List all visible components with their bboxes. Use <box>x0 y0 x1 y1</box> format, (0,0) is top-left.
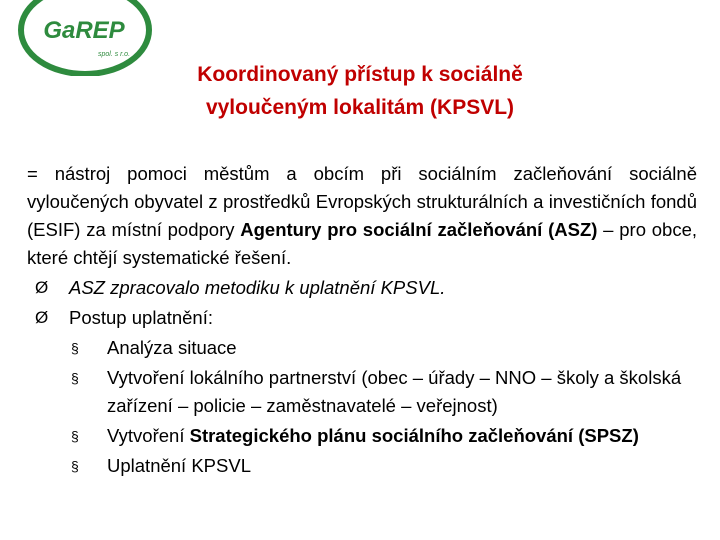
title-line-1: Koordinovaný přístup k sociálně <box>197 63 523 86</box>
arrow-bullet-icon: Ø <box>35 278 49 297</box>
logo-subtext: spol. s r.o. <box>97 51 131 58</box>
sub-bullet-bold: Strategického plánu sociálního začleňování (SPSZ) <box>189 425 639 446</box>
sub-bullet-item <box>27 422 697 450</box>
title-line-2: vyloučeným lokalitám (KPSVL) <box>205 96 515 119</box>
section-bullet-icon: § <box>71 370 79 386</box>
bullet-item <box>27 274 697 302</box>
section-bullet-icon: § <box>71 428 79 444</box>
sub-bullet-text: Uplatnění KPSVL <box>107 455 251 476</box>
sub-bullet-text: Analýza situace <box>107 337 237 358</box>
intro-bold: Agentury pro sociální začleňování (ASZ) <box>240 219 598 240</box>
intro-text-2: – pro obce, které chtějí systematické řešení. <box>27 219 697 268</box>
sub-bullet-prefix: Vytvoření <box>107 425 190 446</box>
section-bullet-icon: § <box>71 340 79 356</box>
sub-bullet-text: Vytvoření lokálního partnerství (obec – úřady – NNO – školy a školská zařízení – policie – zaměstnavatelé – veřejnost) <box>107 367 682 416</box>
bullet-text: ASZ zpracovalo metodiku k uplatnění KPSVL. <box>69 277 446 298</box>
bullet-item <box>27 304 697 332</box>
garep-logo <box>16 0 154 76</box>
sub-bullet-item <box>27 364 697 420</box>
logo-wordmark: GaREP <box>43 17 125 44</box>
bullet-text: Postup uplatnění: <box>69 307 213 328</box>
intro-text-1: = nástroj pomoci městům a obcím při sociálním začleňování sociálně vyloučených obyvatel z prostředků Evropských strukturálních a investičních fondů (ESIF) za místní podpory <box>27 163 697 240</box>
arrow-bullet-icon: Ø <box>35 308 49 327</box>
sub-bullet-item <box>27 452 697 480</box>
intro-paragraph <box>27 160 697 272</box>
sub-bullet-item <box>27 334 697 362</box>
slide-title <box>150 58 570 124</box>
section-bullet-icon: § <box>71 458 79 474</box>
slide-body <box>27 160 697 482</box>
